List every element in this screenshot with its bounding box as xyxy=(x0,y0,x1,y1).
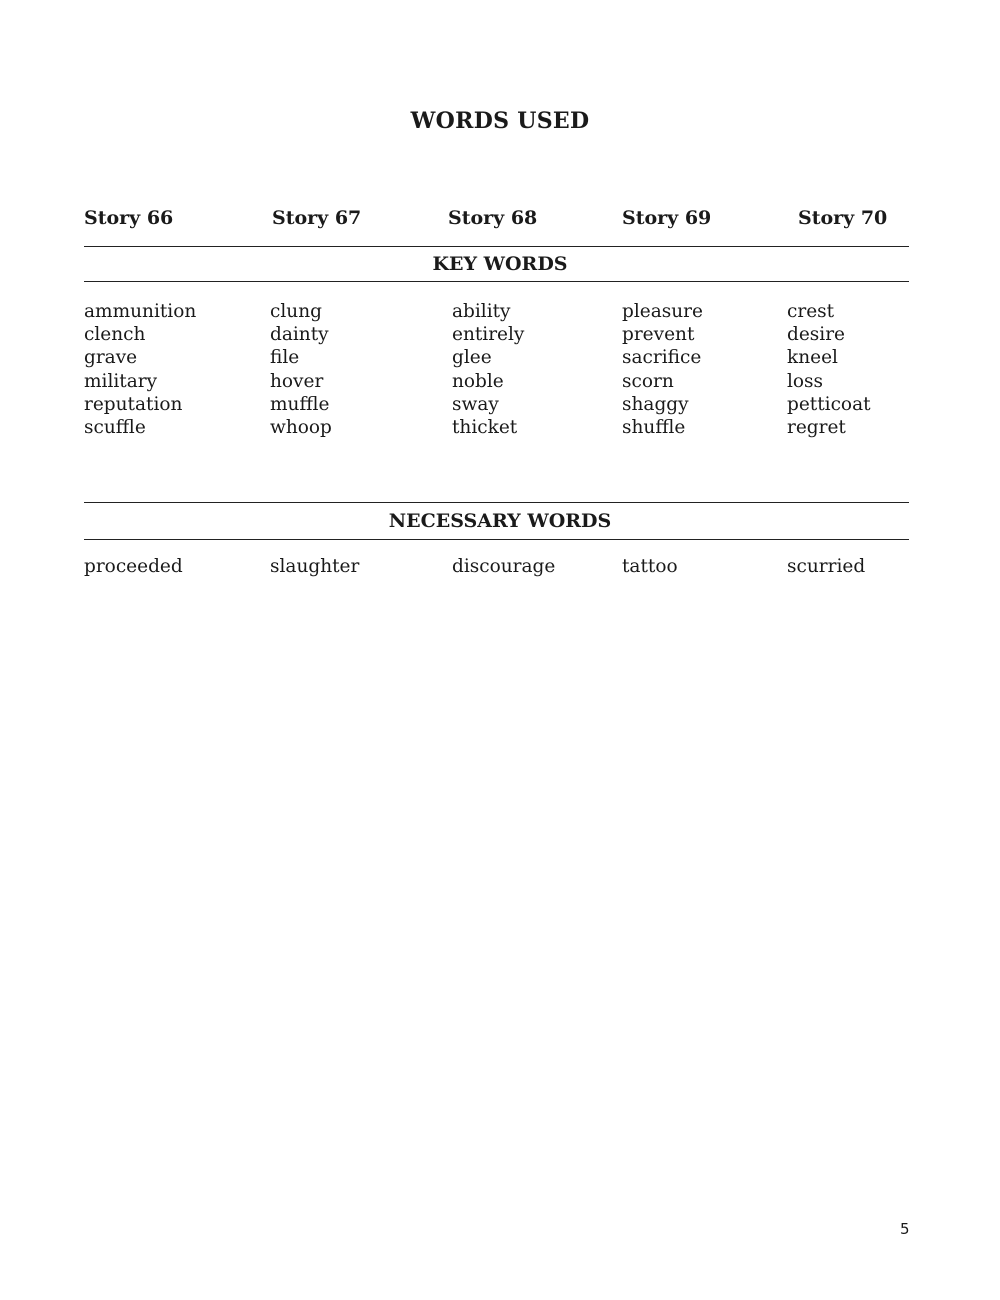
key-word: clench xyxy=(84,324,146,346)
key-words-column xyxy=(622,300,703,439)
story-header: Story 68 xyxy=(448,207,538,229)
necessary-word: discourage xyxy=(452,556,556,577)
key-words-column xyxy=(270,300,332,439)
key-word: shaggy xyxy=(622,393,689,415)
divider-line xyxy=(84,281,909,282)
key-word: scorn xyxy=(622,370,674,392)
story-header: Story 70 xyxy=(798,207,888,229)
divider-line xyxy=(84,246,909,247)
key-word: dainty xyxy=(270,324,329,346)
key-word: prevent xyxy=(622,324,695,346)
key-word: file xyxy=(270,347,300,369)
key-word: desire xyxy=(787,324,845,346)
divider-line xyxy=(84,502,909,503)
key-word: sacrifice xyxy=(622,347,702,369)
necessary-words-heading: NECESSARY WORDS xyxy=(388,510,612,532)
key-word: hover xyxy=(270,370,324,392)
key-words-heading: KEY WORDS xyxy=(432,253,568,275)
key-word: clung xyxy=(270,301,322,322)
key-word: regret xyxy=(787,417,846,439)
key-word: military xyxy=(84,370,158,392)
divider-line xyxy=(84,539,909,540)
key-word: pleasure xyxy=(622,301,703,322)
key-word: kneel xyxy=(787,347,838,369)
necessary-word: slaughter xyxy=(270,556,360,577)
necessary-word: tattoo xyxy=(622,556,678,577)
key-word: glee xyxy=(452,347,492,369)
key-word: whoop xyxy=(270,417,332,439)
story-header: Story 67 xyxy=(272,207,362,229)
key-word: petticoat xyxy=(787,393,871,415)
key-word: ammunition xyxy=(84,301,197,322)
necessary-word: scurried xyxy=(787,556,866,577)
key-word: muffle xyxy=(270,393,330,415)
key-word: ability xyxy=(452,301,511,322)
key-word: grave xyxy=(84,347,138,369)
key-word: scuffle xyxy=(84,417,146,439)
key-word: shuffle xyxy=(622,417,686,439)
story-header: Story 69 xyxy=(622,207,712,229)
key-word: thicket xyxy=(452,417,518,439)
key-word: reputation xyxy=(84,393,183,415)
key-word: loss xyxy=(787,370,824,392)
key-words-column xyxy=(787,300,871,439)
story-header: Story 66 xyxy=(84,207,174,229)
page-number: 5 xyxy=(900,1220,910,1238)
necessary-word: proceeded xyxy=(84,556,183,577)
key-word: noble xyxy=(452,370,504,392)
key-word: entirely xyxy=(452,324,525,346)
page-title: WORDS USED xyxy=(410,108,590,134)
key-words-column xyxy=(84,300,196,439)
key-word: crest xyxy=(787,301,835,322)
key-word: sway xyxy=(452,393,499,415)
key-words-column xyxy=(452,300,524,439)
